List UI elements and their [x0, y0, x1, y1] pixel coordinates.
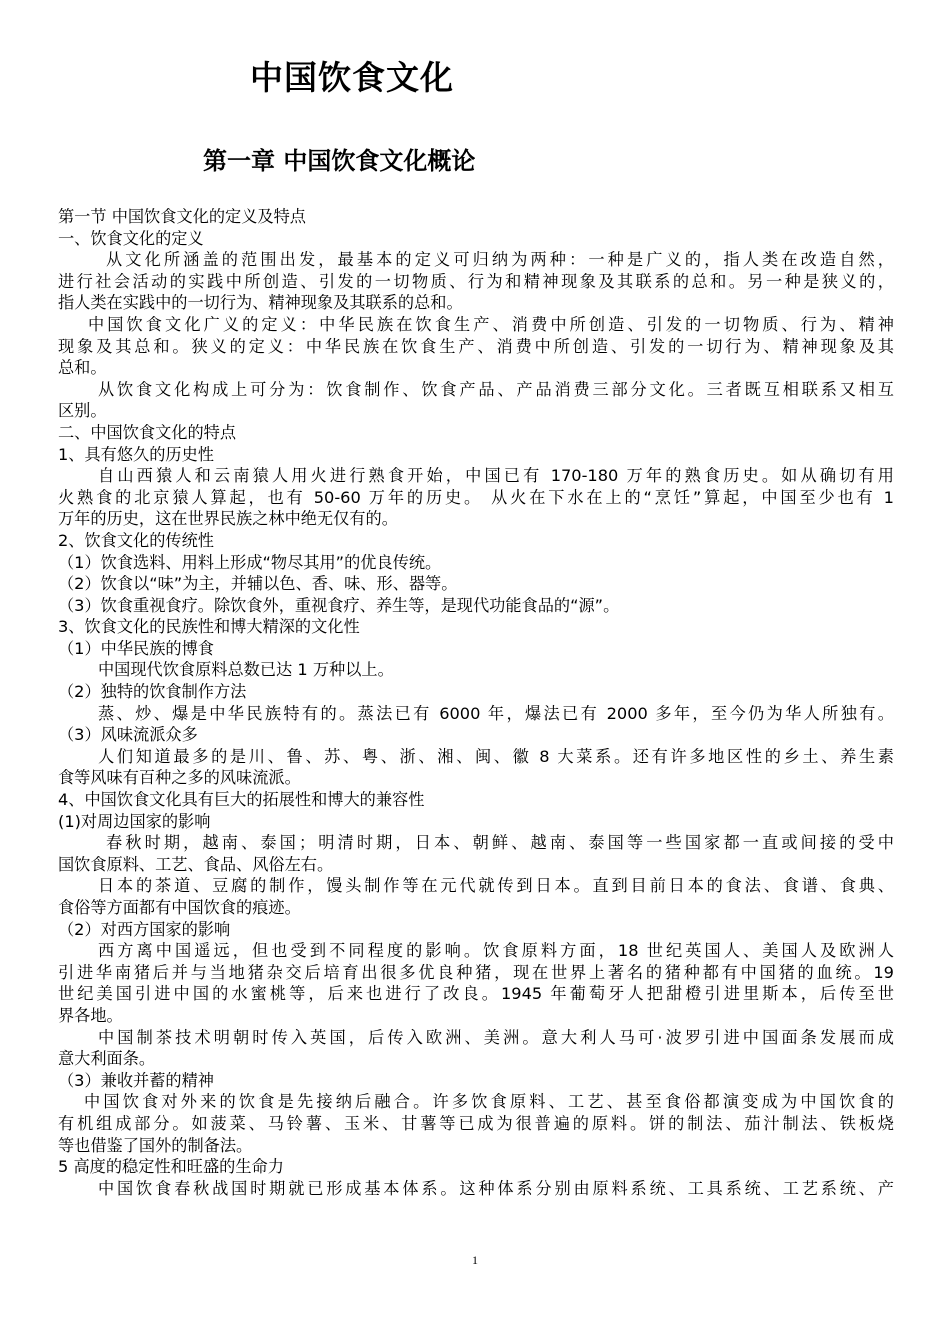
- text-line: 万年的历史，这在世界民族之林中绝无仅有的。: [58, 509, 398, 529]
- text-line: 火熟食的北京猿人算起，也有 50-60 万年的历史。 从火在下水在上的“烹饪”算起，中国至少也有 1: [58, 487, 894, 507]
- text-line: 3、饮食文化的民族性和博大精深的文化性: [58, 617, 360, 637]
- text-line: 中国饮食文化广义的定义：中华民族在饮食生产、消费中所创造、引发的一切物质、行为、精神: [88, 314, 894, 334]
- text-line: 食俗等方面都有中国饮食的痕迹。: [58, 898, 301, 917]
- text-line: 蒸、炒、爆是中华民族特有的。蒸法已有 6000 年，爆法已有 2000 多年，至今仍为华人所独有。: [98, 703, 894, 723]
- text-line: （2）饮食以“味”为主，并辅以色、香、味、形、器等。: [58, 574, 458, 594]
- text-line: (1)对周边国家的影响: [58, 811, 211, 831]
- text-line: （3）兼收并蓄的精神: [58, 1070, 214, 1090]
- text-line: 意大利面条。: [58, 1049, 156, 1069]
- text-line: 自山西猿人和云南猿人用火进行熟食开始，中国已有 170-180 万年的熟食历史。如从确切有用: [98, 466, 894, 486]
- text-line: 引进华南猪后并与当地猪杂交后培育出很多优良种猪，现在世界上著名的猪种都有中国猪的血统。19: [58, 962, 894, 982]
- text-line: 4、中国饮食文化具有巨大的拓展性和博大的兼容性: [58, 790, 425, 810]
- text-line: 进行社会活动的实践中所创造、引发的一切物质、行为和精神现象及其联系的总和。另一种是狭义的，: [58, 271, 894, 291]
- text-line: 1、具有悠久的历史性: [58, 444, 214, 464]
- text-line: 中国饮食对外来的饮食是先接纳后融合。许多饮食原料、工艺、甚至食俗都演变成为中国饮食的: [84, 1092, 894, 1112]
- text-line: （2）独特的饮食制作方法: [58, 682, 247, 702]
- text-line: 等也借鉴了国外的制备法。: [58, 1135, 253, 1155]
- document-body: [58, 206, 894, 1199]
- text-line: （1）中华民族的博食: [58, 638, 214, 658]
- text-line: 西方离中国遥远，但也受到不同程度的影响。饮食原料方面，18 世纪英国人、美国人及欧洲人: [98, 941, 894, 961]
- chapter-heading: 第一章 中国饮食文化概论: [203, 147, 476, 175]
- text-line: 从饮食文化构成上可分为：饮食制作、饮食产品、产品消费三部分文化。三者既互相联系又相互: [98, 379, 894, 399]
- text-line: 人们知道最多的是川、鲁、苏、粤、浙、湘、闽、徽 8 大菜系。还有许多地区性的乡土、养生素: [98, 746, 894, 766]
- text-line: 中国制茶技术明朝时传入英国，后传入欧洲、美洲。意大利人马可·波罗引进中国面条发展而成: [98, 1027, 894, 1047]
- text-line: 界各地。: [58, 1005, 123, 1025]
- text-line: （1）饮食选料、用料上形成“物尽其用”的优良传统。: [58, 552, 442, 572]
- text-line: 中国饮食春秋战国时期就已形成基本体系。这种体系分别由原料系统、工具系统、工艺系统、产: [98, 1178, 894, 1198]
- text-line: （2）对西方国家的影响: [58, 919, 231, 939]
- text-line: 第一节 中国饮食文化的定义及特点: [58, 207, 306, 226]
- text-line: 食等风味有百种之多的风味流派。: [58, 768, 301, 788]
- text-line: 日本的茶道、豆腐的制作，馒头制作等在元代就传到日本。直到目前日本的食法、食谱、食典、: [98, 876, 894, 896]
- text-line: 二、中国饮食文化的特点: [58, 422, 237, 442]
- text-line: （3）风味流派众多: [58, 725, 198, 745]
- text-line: 现象及其总和。狭义的定义：中华民族在饮食生产、消费中所创造、引发的一切行为、精神现象及其: [58, 336, 894, 356]
- text-line: 总和。: [58, 358, 107, 378]
- page-number: 1: [472, 1253, 478, 1267]
- text-line: （3）饮食重视食疗。除饮食外，重视食疗、养生等，是现代功能食品的“源”。: [58, 595, 620, 615]
- text-line: 从文化所涵盖的范围出发，最基本的定义可归纳为两种：一种是广义的，指人类在改造自然，: [106, 250, 894, 270]
- text-line: 有机组成部分。如菠菜、马铃薯、玉米、甘薯等已成为很普遍的原料。饼的制法、茄汁制法、铁板烧: [58, 1113, 894, 1133]
- text-line: 国饮食原料、工艺、食品、风俗左右。: [58, 854, 334, 874]
- text-line: 2、饮食文化的传统性: [58, 530, 214, 550]
- text-line: 5 高度的稳定性和旺盛的生命力: [58, 1157, 284, 1177]
- text-line: 区别。: [58, 401, 107, 421]
- text-line: 中国现代饮食原料总数已达 1 万种以上。: [98, 660, 394, 680]
- text-line: 世纪美国引进中国的水蜜桃等，后来也进行了改良。1945 年葡萄牙人把甜橙引进里斯本，后传至世: [58, 984, 894, 1004]
- text-line: 春秋时期，越南、泰国；明清时期，日本、朝鲜、越南、泰国等一些国家都一直或间接的受中: [106, 833, 894, 853]
- text-line: 指人类在实践中的一切行为、精神现象及其联系的总和。: [58, 293, 463, 313]
- document-title: 中国饮食文化: [250, 58, 454, 97]
- text-line: 一、饮食文化的定义: [58, 228, 204, 248]
